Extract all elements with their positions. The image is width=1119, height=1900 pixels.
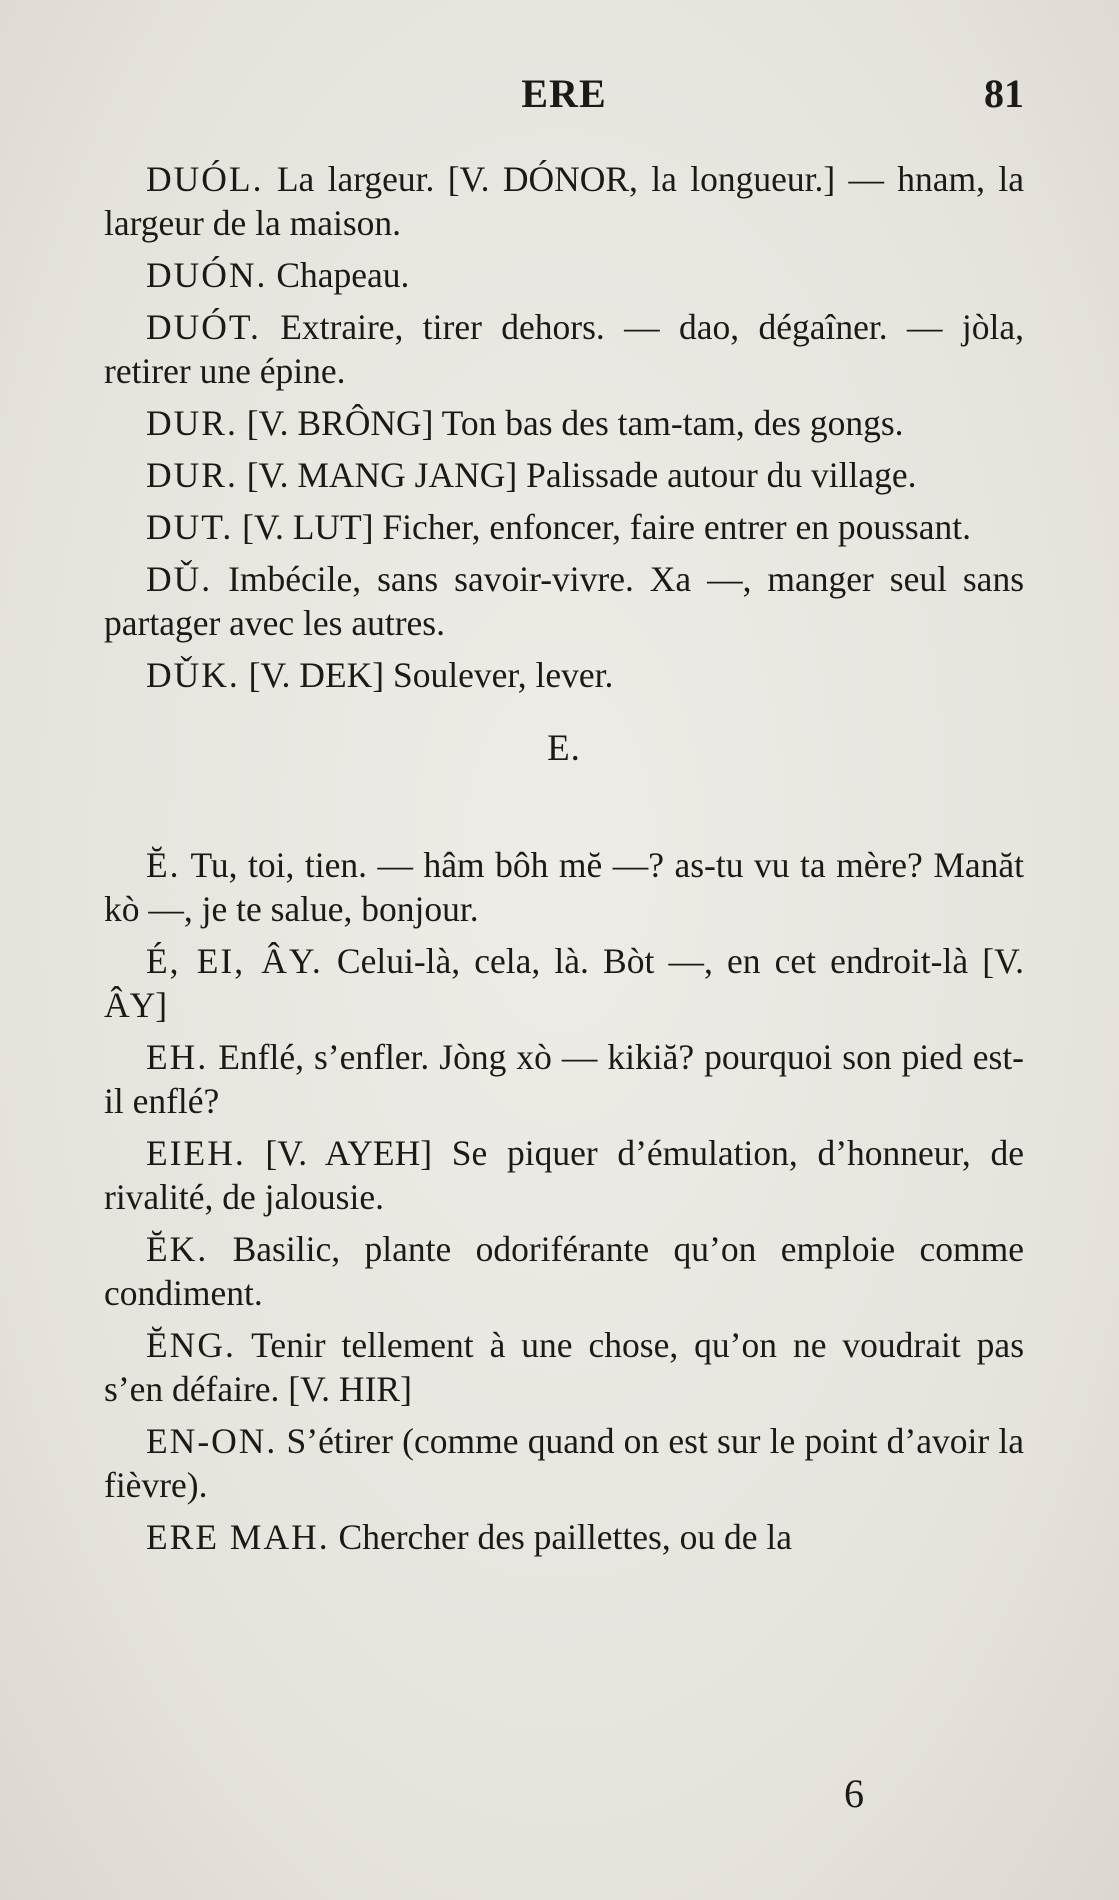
entry-definition: Imbécile, sans savoir-vivre. Xa —, manger seul sans partager avec les autres. bbox=[104, 559, 1025, 643]
entries-d bbox=[104, 157, 1024, 697]
dictionary-entry bbox=[104, 939, 1024, 1027]
dictionary-entry bbox=[104, 1035, 1024, 1123]
entry-headword: EH. bbox=[146, 1037, 209, 1077]
dictionary-entry bbox=[104, 1323, 1024, 1411]
entry-headword: DUR. bbox=[146, 455, 238, 495]
entry-definition: Chercher des paillettes, ou de la bbox=[338, 1517, 792, 1557]
entry-headword: É, EI, ÂY. bbox=[146, 941, 323, 981]
entries-e bbox=[104, 843, 1024, 1559]
dictionary-text bbox=[104, 157, 1024, 1567]
entry-definition: Chapeau. bbox=[276, 255, 410, 295]
entry-definition: S’étirer (comme quand on est sur le point d’avoir la fièvre). bbox=[104, 1421, 1024, 1505]
entry-definition: Tu, toi, tien. — hâm bôh mĕ —? as-tu vu ta mère? Manăt kò —, je te salue, bonjour. bbox=[104, 845, 1025, 929]
dictionary-entry bbox=[104, 1227, 1024, 1315]
signature-mark: 6 bbox=[844, 1771, 864, 1816]
entry-definition: [V. DEK] Soulever, lever. bbox=[248, 655, 614, 695]
dictionary-entry bbox=[104, 653, 1024, 697]
entry-definition: La largeur. [V. DÓNOR, la longueur.] — hnam, la largeur de la maison. bbox=[104, 159, 1025, 243]
entry-headword: DUÓT. bbox=[146, 307, 261, 347]
entry-headword: DǓK. bbox=[146, 655, 240, 695]
entry-headword: DUR. bbox=[146, 403, 238, 443]
entry-headword: ĔNG. bbox=[146, 1325, 236, 1365]
entry-definition: Celui-là, cela, là. Bòt —, en cet endroit-là [V. ÂY] bbox=[104, 941, 1024, 1025]
dictionary-entry bbox=[104, 557, 1024, 645]
dictionary-entry bbox=[104, 843, 1024, 931]
entry-definition: Extraire, tirer dehors. — dao, dégaîner. — jòla, retirer une épine. bbox=[104, 307, 1025, 391]
running-head: ERE bbox=[521, 71, 607, 116]
entry-definition: Basilic, plante odoriférante qu’on emploie comme condiment. bbox=[104, 1229, 1025, 1313]
dictionary-entry bbox=[104, 157, 1024, 245]
section-letter: E. bbox=[547, 728, 581, 769]
dictionary-entry bbox=[104, 453, 1024, 497]
dictionary-entry bbox=[104, 505, 1024, 549]
entry-headword: DUÓL. bbox=[146, 159, 264, 199]
dictionary-entry bbox=[104, 1131, 1024, 1219]
entry-definition: [V. LUT] Ficher, enfoncer, faire entrer en poussant. bbox=[242, 507, 971, 547]
dictionary-entry bbox=[104, 1515, 1024, 1559]
page-header bbox=[104, 70, 1024, 120]
entry-definition: Tenir tellement à une chose, qu’on ne voudrait pas s’en défaire. [V. HIR] bbox=[104, 1325, 1025, 1409]
entry-headword: DUT. bbox=[146, 507, 234, 547]
entry-headword: ĔK. bbox=[146, 1229, 209, 1269]
entry-headword: DǓ. bbox=[146, 559, 213, 599]
entry-headword: ERE MAH. bbox=[146, 1517, 330, 1557]
entry-headword: Ĕ. bbox=[146, 845, 181, 885]
entry-headword: EIEH. bbox=[146, 1133, 246, 1173]
page-number: 81 bbox=[984, 71, 1024, 116]
entry-headword: DUÓN. bbox=[146, 255, 268, 295]
dictionary-entry bbox=[104, 1419, 1024, 1507]
dictionary-entry bbox=[104, 253, 1024, 297]
entry-definition: [V. MANG JANG] Palissade autour du village. bbox=[246, 455, 917, 495]
dictionary-entry bbox=[104, 401, 1024, 445]
entry-definition: [V. AYEH] Se piquer d’émulation, d’honneur, de rivalité, de jalousie. bbox=[104, 1133, 1025, 1217]
dictionary-entry bbox=[104, 305, 1024, 393]
entry-headword: EN-ON. bbox=[146, 1421, 278, 1461]
entry-definition: Enflé, s’enfler. Jòng xò — kikiă? pourquoi son pied est-il enflé? bbox=[104, 1037, 1025, 1121]
entry-definition: [V. BRÔNG] Ton bas des tam-tam, des gongs. bbox=[246, 403, 904, 443]
